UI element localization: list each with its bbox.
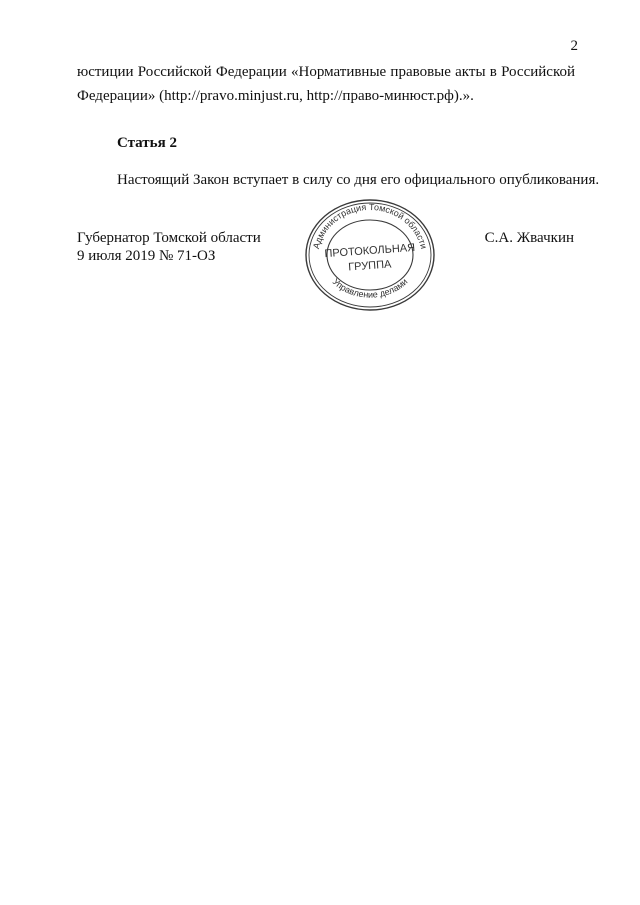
paragraph-line-2: Федерации» (http://pravo.minjust.ru, http://право-минюст.рф).». [77, 88, 474, 104]
continued-paragraph [77, 60, 575, 108]
stamp-center-line-1: ПРОТОКОЛЬНАЯ [324, 241, 416, 261]
page-number: 2 [570, 38, 578, 54]
signatory-name: С.А. Жвачкин [484, 230, 574, 246]
stamp-seal [300, 196, 440, 314]
article-heading: Статья 2 [117, 135, 177, 151]
stamp-center-line-2: ГРУППА [347, 258, 392, 274]
stamp-ring-top-text: Администрация Томской области [311, 201, 429, 250]
stamp-ring-bottom-text: Управление делами [330, 276, 410, 300]
law-date-number: 9 июля 2019 № 71-ОЗ [77, 248, 216, 264]
official-stamp [300, 196, 440, 314]
article-body: Настоящий Закон вступает в силу со дня его официального опубликования. [117, 172, 600, 188]
signatory-title: Губернатор Томской области [77, 230, 261, 246]
paragraph-line-1: юстиции Российской Федерации «Нормативные правовые акты в Российской [77, 64, 575, 80]
